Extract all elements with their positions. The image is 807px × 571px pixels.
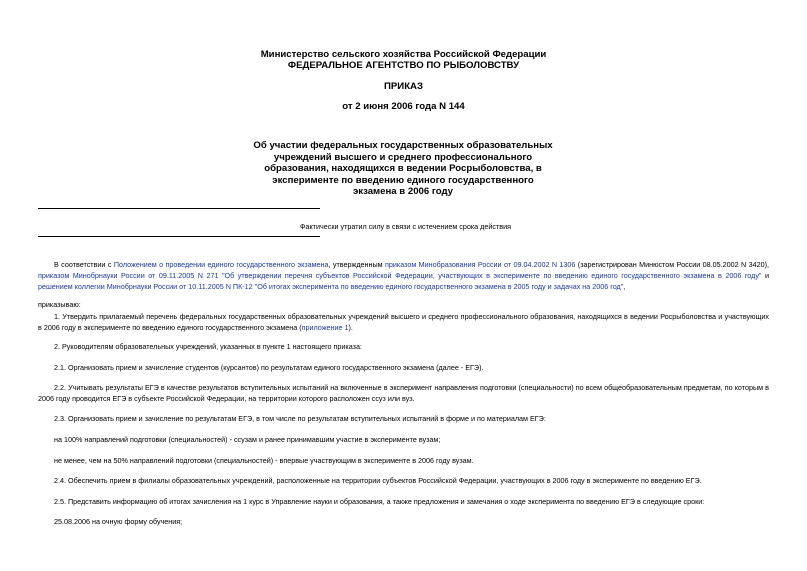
order-word: приказываю: — [38, 300, 81, 309]
divider-bottom — [38, 236, 320, 237]
appendix-1-link[interactable]: приложение 1 — [301, 323, 349, 332]
item-2-paragraph: 2. Руководителям образовательных учреждений, указанных в пункте 1 настоящего приказа: — [54, 342, 362, 351]
collegium-decision-link[interactable]: решением коллегии Минобрнауки России от 10.11.2005 N ПК-12 "Об итогах эксперимента по введению единого государственного экзамена в 2005 году и задачах на 2006 год" — [38, 282, 624, 291]
preamble-paragraph — [38, 259, 769, 292]
title-line: эксперименте по введению единого государственного — [272, 174, 534, 186]
document-type: ПРИКАЗ — [384, 81, 423, 92]
preamble-text: , — [623, 282, 626, 291]
item-1-paragraph — [38, 311, 769, 333]
document-date-number: от 2 июня 2006 года N 144 — [342, 101, 465, 112]
item-2-3-point-a: на 100% направлений подготовки (специальностей) - ссузам и ранее принимавшим участие в эксперименте вузам; — [54, 435, 441, 444]
ministry-name: Министерство сельского хозяйства Российской Федерации — [260, 49, 547, 60]
preamble-text: и — [761, 271, 770, 280]
item-2-3-paragraph: 2.3. Организовать прием и зачисление по результатам ЕГЭ, в том числе по результатам вступительных испытаний в форме и по материалам ЕГЭ: — [54, 414, 546, 423]
order-271-link[interactable]: приказом Минобрнауки России от 09.11.2005 N 271 "Об утверждении перечня субъектов Российской Федерации, участвующих в эксперименте по введению единого государственного экзамена в 2006 году" — [38, 271, 762, 280]
document-title — [220, 140, 586, 198]
title-line: Об участии федеральных государственных образовательных — [253, 140, 553, 151]
title-line: образования, находящихся в ведении Росрыболовства, в — [264, 163, 542, 174]
divider-top — [38, 208, 320, 209]
preamble-text: В соответствии с — [54, 260, 114, 269]
item-2-3-point-b: не менее, чем на 50% направлений подготовки (специальностей) - впервые участвующим в эксперименте в 2006 году вузам. — [54, 456, 474, 465]
title-line: экзамена в 2006 году — [352, 186, 454, 197]
item-1-end: ). — [348, 323, 353, 332]
preamble-text: (зарегистрирован Минюстом России 08.05.2002 N 3420), — [575, 260, 770, 269]
preamble-text: , утвержденным — [328, 260, 385, 269]
title-line: учреждений высшего и среднего профессионального — [273, 151, 533, 163]
agency-name: ФЕДЕРАЛЬНОЕ АГЕНТСТВО ПО РЫБОЛОВСТВУ — [287, 60, 520, 71]
item-2-4-paragraph: 2.4. Обеспечить прием в филиалы образовательных учреждений, расположенные на территории субъектов Российской Федерации, участвующих в 2006 году в эксперименте по введению ЕГЭ. — [54, 476, 702, 485]
item-2-2-paragraph: 2.2. Учитывать результаты ЕГЭ в качестве результатов вступительных испытаний на включенные в эксперимент направления подготовки (специальности) по всем общеобразовательным предметам, по которым в 2006 году проводится ЕГЭ в субъекте Российской Федерации, на территории которого расположен ссуз или вуз. — [38, 383, 769, 403]
item-1-text: 1. Утвердить прилагаемый перечень федеральных государственных образовательных учреждений высшего и среднего профессионального образования, находящихся в ведении Росрыболовства и участвующих в 2006 году в эксперименте по введению единого государственного экзамена ( — [38, 312, 769, 332]
deadline-full-time: 25.08.2006 на очную форму обучения; — [54, 517, 183, 526]
item-2-5-paragraph: 2.5. Представить информацию об итогах зачисления на 1 курс в Управление науки и образования, а также предложения и замечания о ходе эксперимента по введению ЕГЭ в следующие сроки: — [54, 497, 705, 506]
order-1306-link[interactable]: приказом Минобразования России от 09.04.2002 N 1306 — [384, 260, 576, 269]
status-note: Фактически утратил силу в связи с истечением срока действия — [300, 222, 511, 231]
regulation-link[interactable]: Положением о проведении единого государственного экзамена — [113, 260, 329, 269]
item-2-1-paragraph: 2.1. Организовать прием и зачисление студентов (курсантов) по результатам единого государственного экзамена (далее - ЕГЭ). — [54, 363, 484, 372]
